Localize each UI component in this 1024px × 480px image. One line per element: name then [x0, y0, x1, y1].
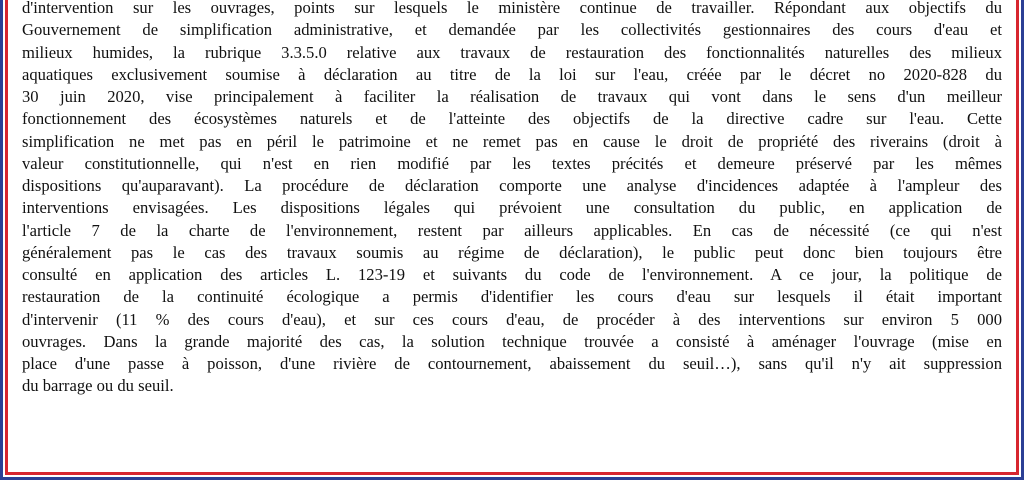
text-line: valeur constitutionnelle, qui n'est en rien modifié par les textes précités et demeure préservé par les mêmes	[22, 153, 1002, 173]
text-line: l'article 7 de la charte de l'environnement, restent par ailleurs applicables. En cas de nécessité (ce qui n'est	[22, 220, 1002, 240]
answer-paragraph	[22, 0, 1002, 398]
text-line: d'intervention sur les ouvrages, points sur lesquels le ministère continue de travailler. Répondant aux objectifs du	[22, 0, 1002, 17]
text-line: consulté en application des articles L. 123-19 et suivants du code de l'environnement. A ce jour, la politique de	[22, 265, 1002, 284]
text-line: généralement pas le cas des travaux soumis au régime de déclaration), le public peut donc bien toujours être	[22, 242, 1002, 262]
text-line: simplification ne met pas en péril le patrimoine et ne remet pas en cause le droit de propriété des riverains (droit à	[22, 131, 1002, 151]
text-line: ouvrages. Dans la grande majorité des cas, la solution technique trouvée a consisté à aménager l'ouvrage (mise en	[22, 331, 1002, 351]
text-line: Gouvernement de simplification administrative, et demandée par les collectivités gestionnaires des cours d'eau et	[22, 20, 1002, 40]
text-line: dispositions qu'auparavant). La procédure de déclaration comporte une analyse d'incidences adaptée à l'ampleur des	[22, 176, 1002, 195]
text-line: interventions envisagées. Les dispositions légales qui prévoient une consultation du public, en application de	[22, 198, 1002, 218]
text-line: place d'une passe à poisson, d'une rivière de contournement, abaissement du seuil…), sans qu'il n'y ait suppression	[22, 354, 1002, 373]
text-line: milieux humides, la rubrique 3.3.5.0 relative aux travaux de restauration des fonctionnalités naturelles des milieux	[22, 42, 1002, 62]
text-line: d'intervenir (11 % des cours d'eau), et sur ces cours d'eau, de procéder à des interventions sur environ 5 000	[22, 309, 1002, 329]
text-line: fonctionnement des écosystèmes naturels et de l'atteinte des objectifs de la directive cadre sur l'eau. Cette	[22, 109, 1002, 129]
text-line: aquatiques exclusivement soumise à déclaration au titre de la loi sur l'eau, créée par le décret no 2020-828 du	[22, 64, 1002, 84]
text-line-last: du barrage ou du seuil.	[22, 376, 174, 396]
text-line: 30 juin 2020, vise principalement à faciliter la réalisation de travaux qui vont dans le sens d'un meilleur	[22, 87, 1002, 106]
text-line: restauration de la continuité écologique a permis d'identifier les cours d'eau sur lesquels il était important	[22, 287, 1002, 307]
